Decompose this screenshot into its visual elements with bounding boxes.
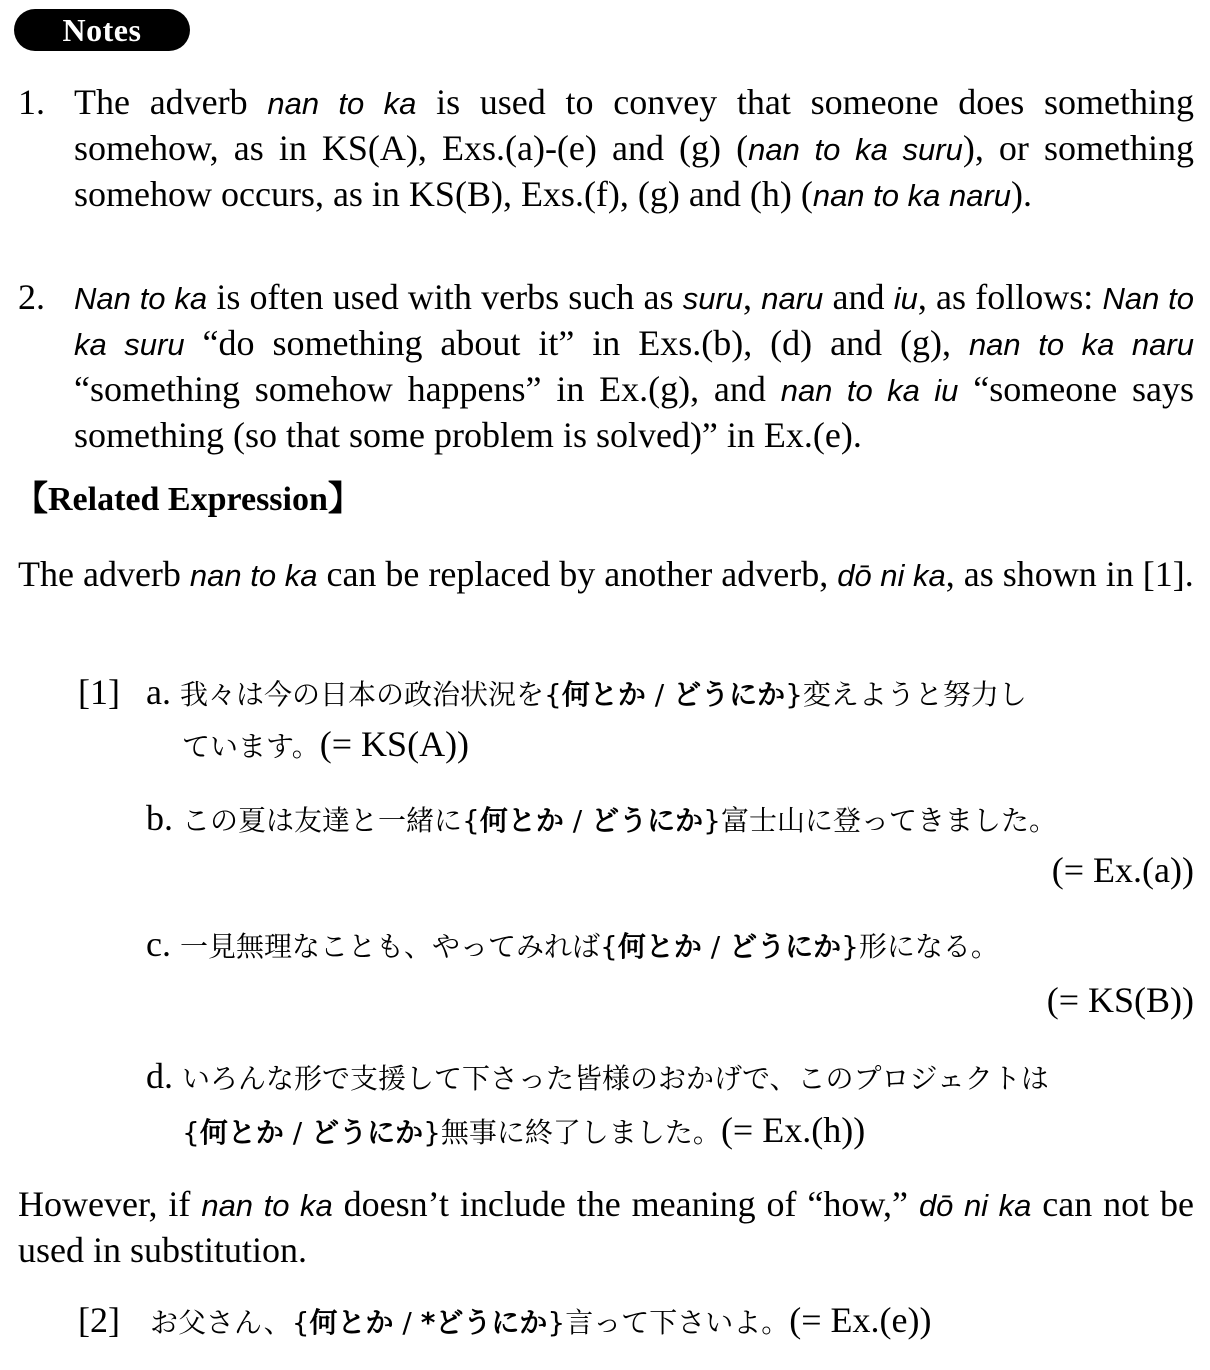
example-1b-line-1: b. この夏は友達と一緒に{何とか / どうにか}富士山に登ってきました。	[146, 798, 1057, 838]
example-1d-line-2: {何とか / どうにか}無事に終了しました。(= Ex.(h))	[182, 1110, 866, 1150]
example-2-label: [2]	[78, 1300, 120, 1340]
example-1c-ref: (= KS(B))	[1046, 980, 1194, 1020]
example-1-label: [1]	[78, 672, 120, 712]
example-1a-letter: a.	[146, 672, 171, 712]
example-2-ref: (= Ex.(e))	[789, 1300, 932, 1340]
related-paragraph: The adverb nan to ka can be replaced by another adverb, dō ni ka, as shown in [1].	[18, 554, 1194, 594]
example-1b-letter: b.	[146, 798, 173, 838]
however-paragraph: However, if nan to ka doesn’t include the meaning of “how,” dō ni ka can not be used in substitution.	[18, 1184, 1195, 1270]
note-1-text: The adverb nan to ka is used to convey that someone does something somehow, as in KS(A), Exs.(a)-(e) and (g) (nan to ka suru), or something somehow occurs, as in KS(B), Exs.(f), (g) and (h) (nan to ka naru).	[74, 82, 1194, 214]
example-1a-ref: (= KS(A))	[319, 724, 470, 764]
note-1-number: 1.	[18, 82, 45, 122]
example-1c-letter: c.	[146, 924, 171, 964]
example-1b-ref: (= Ex.(a))	[1051, 850, 1194, 890]
example-1d-ref: (= Ex.(h))	[720, 1110, 866, 1150]
example-1a-line-2: ています。(= KS(A))	[182, 724, 470, 764]
example-1d-letter: d.	[146, 1056, 173, 1096]
example-1d-text: d. いろんな形で支援して下さった皆様のおかげで、このプロジェクトは	[146, 1056, 1049, 1096]
note-2-text: Nan to ka is often used with verbs such as suru, naru and iu, as follows: Nan to ka suru “do something about it” in Exs.(b), (d) and (g), nan to ka naru “something somehow happens” in Ex.(g), and nan to ka iu “someone says something (so that some problem is solved)” in Ex.(e).	[74, 277, 1194, 455]
note-2-number: 2.	[18, 277, 45, 317]
related-expression-heading: 【Related Expression】	[14, 481, 362, 518]
notes-badge: Notes	[14, 9, 190, 51]
example-1c-line-1: c. 一見無理なことも、やってみれば{何とか / どうにか}形になる。	[146, 924, 999, 964]
example-2-line: お父さん、{何とか / *どうにか}言って下さいよ。(= Ex.(e))	[150, 1300, 932, 1340]
example-1a-line-1: a. 我々は今の日本の政治状況を{何とか / どうにか}変えようと努力し	[146, 672, 1027, 712]
